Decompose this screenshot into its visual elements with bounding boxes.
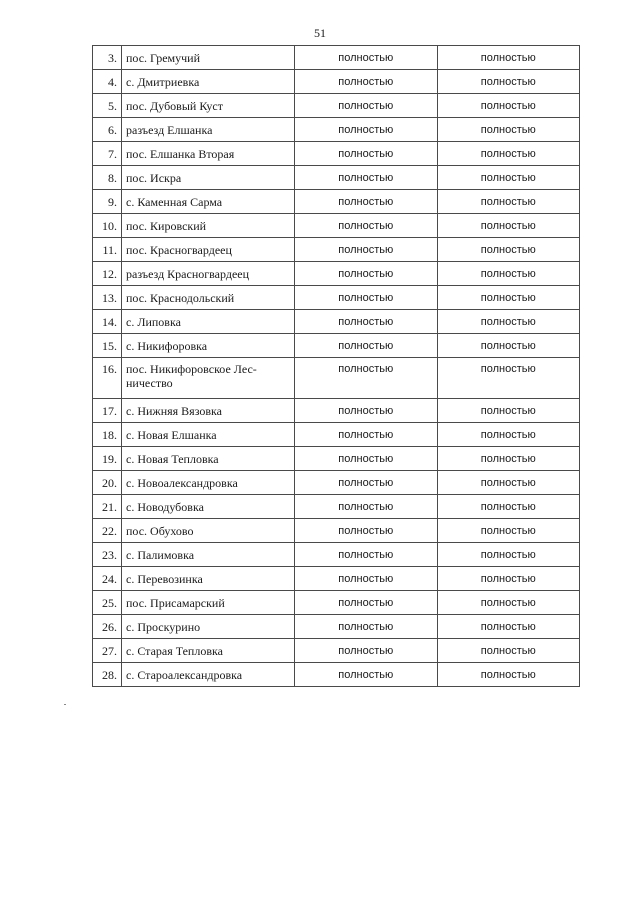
status-col1: полностью [295,214,438,238]
settlement-name: пос. Елшанка Вторая [122,142,295,166]
settlement-name: с. Перевозинка [122,567,295,591]
table-row [93,238,580,262]
table-row [93,310,580,334]
table-row [93,142,580,166]
status-col1: полностью [295,663,438,687]
status-col1: полностью [295,567,438,591]
status-col2: полностью [437,423,580,447]
settlement-name: пос. Гремучий [122,46,295,70]
status-col2: полностью [437,567,580,591]
status-col2: полностью [437,310,580,334]
row-number: 15. [93,334,122,358]
row-number: 12. [93,262,122,286]
settlements-table-body [93,46,580,687]
row-number: 24. [93,567,122,591]
settlement-name: с. Никифоровка [122,334,295,358]
settlement-name: пос. Кировский [122,214,295,238]
status-col1: полностью [295,70,438,94]
status-col1: полностью [295,447,438,471]
row-number: 23. [93,543,122,567]
settlement-name: с. Новая Тепловка [122,447,295,471]
settlement-name: с. Каменная Сарма [122,190,295,214]
row-number: 8. [93,166,122,190]
status-col2: полностью [437,70,580,94]
settlement-name: с. Дмитриевка [122,70,295,94]
status-col1: полностью [295,639,438,663]
settlement-name: с. Липовка [122,310,295,334]
status-col2: полностью [437,471,580,495]
table-row [93,591,580,615]
status-col1: полностью [295,262,438,286]
table-row [93,639,580,663]
status-col2: полностью [437,591,580,615]
row-number: 13. [93,286,122,310]
settlement-name: пос. Никифоровское Лес- ничество [122,358,295,399]
row-number: 4. [93,70,122,94]
status-col1: полностью [295,399,438,423]
table-row [93,495,580,519]
table-row [93,334,580,358]
settlements-table [92,45,580,687]
row-number: 6. [93,118,122,142]
status-col1: полностью [295,543,438,567]
row-number: 14. [93,310,122,334]
table-row [93,262,580,286]
status-col2: полностью [437,615,580,639]
status-col1: полностью [295,519,438,543]
table-row [93,615,580,639]
status-col1: полностью [295,358,438,399]
table-row [93,543,580,567]
status-col2: полностью [437,543,580,567]
table-row [93,214,580,238]
table-row [93,519,580,543]
row-number: 3. [93,46,122,70]
settlement-name: с. Староалександровка [122,663,295,687]
status-col2: полностью [437,358,580,399]
status-col2: полностью [437,214,580,238]
page-number: 51 [314,26,326,40]
status-col1: полностью [295,94,438,118]
status-col2: полностью [437,663,580,687]
status-col2: полностью [437,447,580,471]
row-number: 21. [93,495,122,519]
table-row [93,190,580,214]
settlement-name: с. Новодубовка [122,495,295,519]
status-col1: полностью [295,591,438,615]
status-col1: полностью [295,118,438,142]
row-number: 25. [93,591,122,615]
table-row [93,358,580,399]
status-col1: полностью [295,166,438,190]
table-row [93,447,580,471]
table-row [93,166,580,190]
row-number: 7. [93,142,122,166]
settlement-name: с. Нижняя Вязовка [122,399,295,423]
row-number: 17. [93,399,122,423]
settlement-name: с. Палимовка [122,543,295,567]
row-number: 28. [93,663,122,687]
table-row [93,46,580,70]
status-col2: полностью [437,495,580,519]
status-col2: полностью [437,399,580,423]
table-row [93,567,580,591]
row-number: 5. [93,94,122,118]
settlement-name: пос. Краснодольский [122,286,295,310]
status-col1: полностью [295,238,438,262]
status-col1: полностью [295,142,438,166]
table-row [93,663,580,687]
table-row [93,118,580,142]
row-number: 16. [93,358,122,399]
status-col1: полностью [295,190,438,214]
status-col1: полностью [295,615,438,639]
settlement-name: пос. Красногвардеец [122,238,295,262]
status-col2: полностью [437,639,580,663]
row-number: 20. [93,471,122,495]
settlement-name: пос. Обухово [122,519,295,543]
status-col2: полностью [437,118,580,142]
status-col1: полностью [295,423,438,447]
status-col2: полностью [437,262,580,286]
table-row [93,94,580,118]
status-col2: полностью [437,519,580,543]
row-number: 27. [93,639,122,663]
row-number: 18. [93,423,122,447]
status-col1: полностью [295,310,438,334]
settlement-name: разъезд Елшанка [122,118,295,142]
row-number: 11. [93,238,122,262]
row-number: 10. [93,214,122,238]
settlement-name: разъезд Красногвардеец [122,262,295,286]
table-row [93,471,580,495]
row-number: 26. [93,615,122,639]
table-row [93,423,580,447]
settlement-name: с. Новоалександровка [122,471,295,495]
table-row [93,286,580,310]
settlement-name: пос. Искра [122,166,295,190]
status-col1: полностью [295,286,438,310]
status-col2: полностью [437,142,580,166]
row-number: 22. [93,519,122,543]
status-col2: полностью [437,94,580,118]
row-number: 9. [93,190,122,214]
row-number: 19. [93,447,122,471]
settlement-name: с. Старая Тепловка [122,639,295,663]
table-row [93,399,580,423]
table-row [93,70,580,94]
status-col2: полностью [437,286,580,310]
status-col2: полностью [437,166,580,190]
scan-speck [64,704,66,705]
settlement-name: с. Новая Елшанка [122,423,295,447]
status-col2: полностью [437,334,580,358]
status-col2: полностью [437,238,580,262]
status-col2: полностью [437,190,580,214]
status-col1: полностью [295,471,438,495]
settlement-name: с. Проскурино [122,615,295,639]
status-col1: полностью [295,495,438,519]
settlement-name: пос. Присамарский [122,591,295,615]
status-col1: полностью [295,46,438,70]
settlement-name: пос. Дубовый Куст [122,94,295,118]
status-col2: полностью [437,46,580,70]
status-col1: полностью [295,334,438,358]
